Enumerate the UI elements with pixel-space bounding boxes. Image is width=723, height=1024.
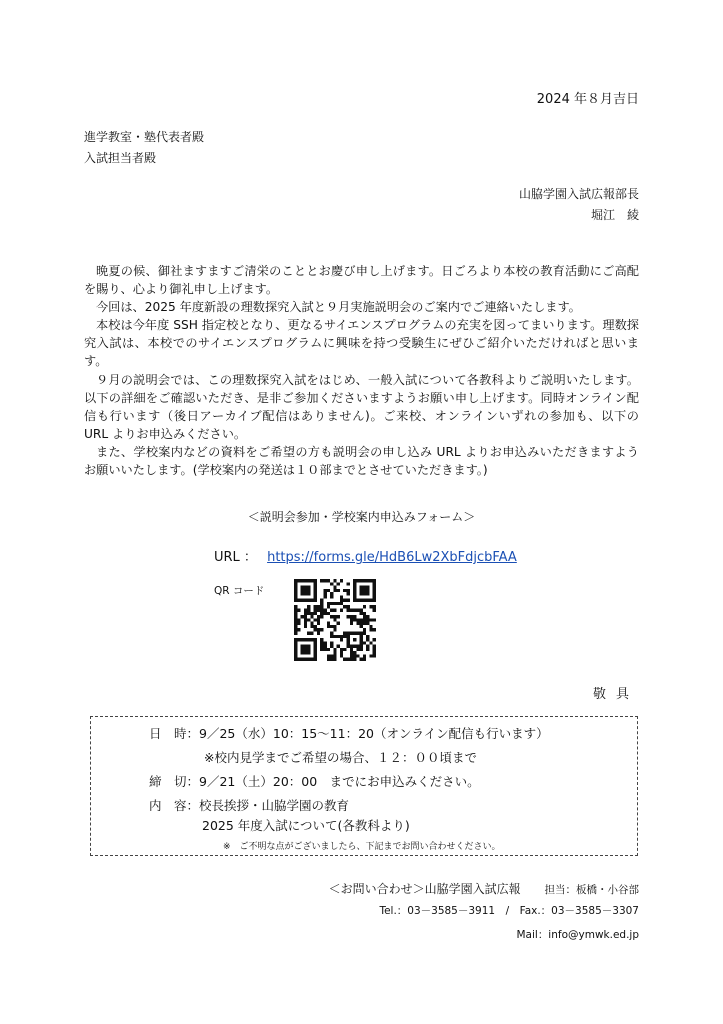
deadline-label: 締 切： [149, 774, 200, 789]
event-deadline [149, 772, 480, 790]
paragraph-greeting: 晩夏の候、御社ますますご清栄のこととお慶び申し上げます。日ごろより本校の教育活動にご高配を賜り、心より御礼申し上げます。 [84, 264, 639, 297]
recipient-juku: 進学教室・塾代表者殿 [84, 130, 205, 144]
inquiry-footnote: ※ ご不明な点がございましたら、下記までお問い合わせください。 [223, 842, 501, 852]
content-label: 内 容： [149, 798, 200, 813]
contact-tel-fax: Tel.：03－3585－3911 / Fax.：03－3585－3307 [379, 905, 639, 917]
qr-code-label: QR コード [214, 585, 265, 597]
application-form-link[interactable]: https://forms.gle/HdB6Lw2XbFdjcbFAA [267, 550, 517, 565]
datetime-label: 日 時： [149, 726, 200, 741]
campus-tour-note: ※校内見学までご希望の場合、１２：００頃まで [204, 750, 477, 765]
closing-remark: 敬具 [592, 687, 639, 702]
event-details-box [90, 716, 638, 856]
letter-body [84, 262, 639, 479]
contact-staff: 担当：板橋・小谷部 [544, 884, 639, 896]
content-item: 2025 年度入試について(各教科より) [202, 818, 410, 833]
application-form-title: ＜説明会参加・学校案内申込みフォーム＞ [247, 510, 476, 524]
sender-organization: 山脇学園入試広報部長 [518, 187, 639, 201]
datetime-value: 9／25（水）10：15～11：20（オンライン配信も行います） [199, 726, 549, 741]
paragraph-purpose: 今回は、2025 年度新設の理数探究入試と９月実施説明会のご案内でご連絡いたします。 [96, 300, 581, 315]
event-content [149, 796, 349, 814]
paragraph-ssh: 本校は今年度 SSH 指定校となり、更なるサイエンスプログラムの充実を図ってまいります。理数探究入試は、本校でのサイエンスプログラムに興味を持つ受験生にぜひご紹介いただければと思います。 [84, 318, 639, 369]
url-label: URL ： [214, 550, 257, 565]
deadline-value: 9／21（土）20：00 までにお申込みください。 [199, 774, 480, 789]
qr-code-icon[interactable] [294, 579, 376, 661]
document-date: 2024 年８月吉日 [536, 92, 639, 107]
contact-header [329, 880, 639, 897]
url-row [214, 546, 517, 565]
recipient-admissions: 入試担当者殿 [84, 151, 157, 165]
paragraph-materials: また、学校案内などの資料をご希望の方も説明会の申し込み URL よりお申込みいただきますようお願いいたします。(学校案内の発送は１０部までとさせていただきます。) [84, 444, 639, 478]
contact-title: ＜お問い合わせ＞山脇学園入試広報 [328, 882, 521, 896]
event-datetime [149, 724, 549, 742]
paragraph-session: ９月の説明会では、この理数探究入試をはじめ、一般入試について各教科よりご説明いたします。以下の詳細をご確認いただき、是非ご参加くださいますようお願い申し上げます。同時オンライン配信も行います（後日アーカイブ配信はありません)。ご来校、オンラインいずれの参加も、以下の URL よりお申込みください。 [84, 372, 639, 441]
contact-mail: Mail：info@ymwk.ed.jp [516, 929, 639, 941]
content-item: 校長挨拶・山脇学園の教育 [199, 798, 350, 813]
sender-name: 堀江 綾 [590, 208, 639, 222]
